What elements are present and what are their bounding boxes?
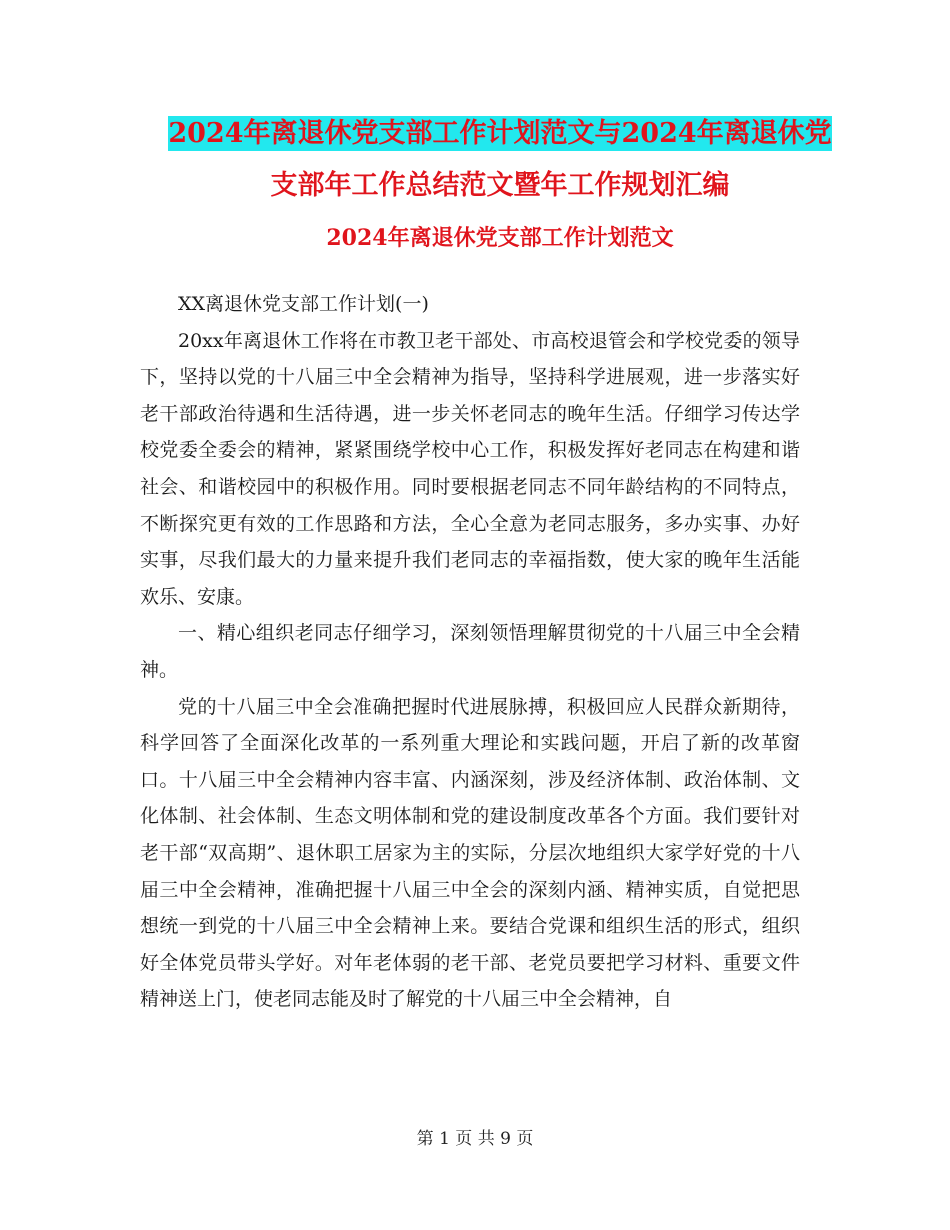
section-title: 2024年离退休党支部工作计划范文 <box>326 225 674 251</box>
page-footer: 第 1 页 共 9 页 <box>416 1129 534 1149</box>
paragraph: 党的十八届三中全会准确把握时代进展脉搏，积极回应人民群众新期待，科学回答了全面深化改革的一系列重大理论和实践问题，开启了新的改革窗口。十八届三中全会精神内容丰富、内涵深刻，涉及经济体制、政治体制、文化体制、社会体制、生态文明体制和党的建设制度改革各个方面。我们要针对老干部“双高期”、退休职工居家为主的实际，分层次地组织大家学好党的十八届三中全会精神，准确把握十八届三中全会的深刻内涵、精神实质，自觉把思想统一到党的十八届三中全会精神上来。要结合党课和组织生活的形式，组织好全体党员带头学好。对年老体弱的老干部、老党员要把学习材料、重要文件精神送上门，使老同志能及时了解党的十八届三中全会精神，自 <box>140 695 800 1011</box>
paragraph: 20xx年离退休工作将在市教卫老干部处、市高校退管会和学校党委的领导下，坚持以党的十八届三中全会精神为指导，坚持科学进展观，进一步落实好老干部政治待遇和生活待遇，进一步关怀老同志的晚年生活。仔细学习传达学校党委全委会的精神，紧紧围绕学校中心工作，积极发挥好老同志在构建和谐社会、和谐校园中的积极作用。同时要根据老同志不同年龄结构的不同特点，不断探究更有效的工作思路和方法，全心全意为老同志服务，多办实事、办好实事，尽我们最大的力量来提升我们老同志的幸福指数，使大家的晚年生活能欢乐、安康。 <box>140 329 800 608</box>
paragraph: 一、精心组织老同志仔细学习，深刻领悟理解贯彻党的十八届三中全会精神。 <box>140 622 800 681</box>
title-line-1: 2024年离退休党支部工作计划范文与2024年离退休党 <box>168 118 832 149</box>
document-body <box>140 286 800 1018</box>
title-line-2: 支部年工作总结范文暨年工作规划汇编 <box>270 170 730 201</box>
paragraph: XX离退休党支部工作计划(一) <box>178 293 429 315</box>
document-title <box>140 108 860 212</box>
